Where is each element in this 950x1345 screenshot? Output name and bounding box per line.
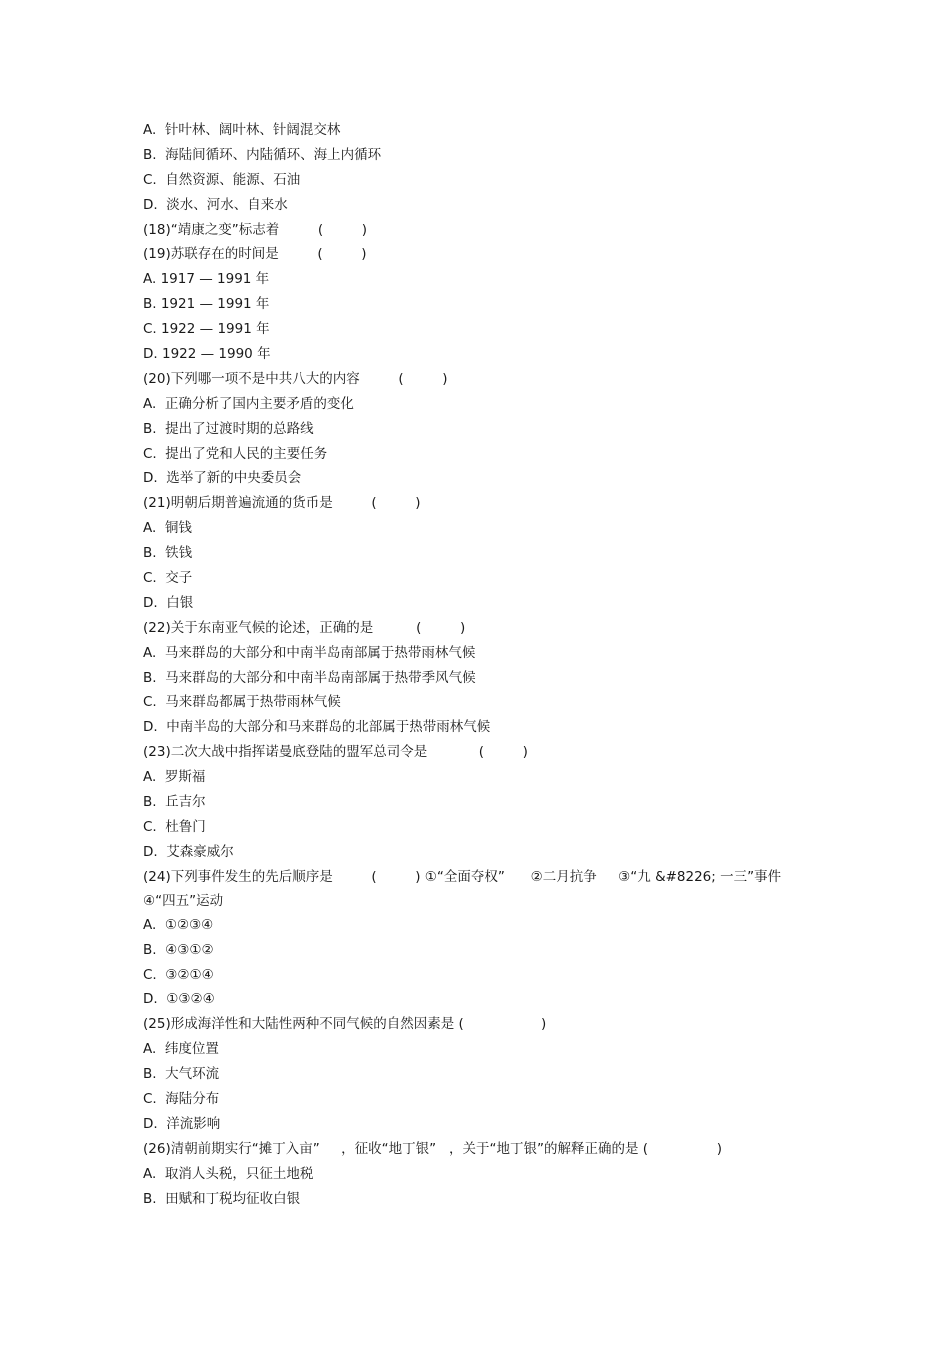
question-24: (24)下列事件发生的先后顺序是 ( ) ①“全面夺权” ②二月抗争 ③“九 &#8226; 一三”事件 ④“四五”运动 [143,868,794,909]
option-line: D. 洋流影响 [143,1115,221,1132]
option-line: B. 田赋和丁税均征收白银 [143,1190,301,1207]
option-line: C. 海陆分布 [143,1090,220,1107]
option-line: A. 罗斯福 [143,769,206,786]
option-line: A. 马来群岛的大部分和中南半岛南部属于热带雨林气候 [143,644,476,661]
question-25: (25)形成海洋性和大陆性两种不同气候的自然因素是 ( ) [143,1016,547,1033]
option-line: D. 选举了新的中央委员会 [143,470,302,487]
option-line: B. 铁钱 [143,545,193,562]
question-18: (18)“靖康之变”标志着 ( ) [143,221,367,238]
option-line: A. 取消人头税，只征土地税 [143,1165,314,1182]
option-line: D. 淡水、河水、自来水 [143,196,288,213]
option-line: B. 1921 — 1991 年 [143,296,270,313]
option-line: C. 杜鲁门 [143,818,206,835]
option-line: A. 纬度位置 [143,1041,219,1058]
option-line: D. 1922 — 1990 年 [143,346,271,363]
question-list [143,118,823,1211]
option-line: C. 交子 [143,570,193,587]
option-line: A. 针叶林、阔叶林、针阔混交林 [143,122,341,138]
option-line: B. 马来群岛的大部分和中南半岛南部属于热带季风气候 [143,669,476,686]
option-line: A. 正确分析了国内主要矛盾的变化 [143,395,354,412]
option-line: B. 大气环流 [143,1066,220,1083]
option-line: C. 提出了党和人民的主要任务 [143,445,328,462]
option-line: D. 白银 [143,594,194,611]
option-line: D. 中南半岛的大部分和马来群岛的北部属于热带雨林气候 [143,719,491,736]
question-21: (21)明朝后期普遍流通的货币是 ( ) [143,495,421,512]
option-line: D. ①③②④ [143,991,215,1008]
option-line: C. 马来群岛都属于热带雨林气候 [143,694,341,711]
question-20: (20)下列哪一项不是中共八大的内容 ( ) [143,370,448,387]
option-line: D. 艾森豪威尔 [143,843,234,860]
option-line: C. 1922 — 1991 年 [143,321,270,338]
option-line: B. 提出了过渡时期的总路线 [143,420,314,437]
question-19: (19)苏联存在的时间是 ( ) [143,246,367,263]
option-line: A. ①②③④ [143,916,214,933]
question-23: (23)二次大战中指挥诺曼底登陆的盟军总司令是 ( ) [143,744,528,761]
option-line: B. ④③①② [143,941,214,958]
option-line: A. 铜钱 [143,520,192,537]
option-line: B. 丘吉尔 [143,794,206,811]
option-line: C. 自然资源、能源、石油 [143,171,301,188]
option-line: A. 1917 — 1991 年 [143,271,270,288]
option-line: B. 海陆间循环、内陆循环、海上内循环 [143,146,382,163]
question-22: (22)关于东南亚气候的论述，正确的是 ( ) [143,619,466,636]
question-26: (26)清朝前期实行“摊丁入亩” ，征收“地丁银” ，关于“地丁银”的解释正确的是 ( ) [143,1140,722,1157]
option-line: C. ③②①④ [143,966,214,983]
